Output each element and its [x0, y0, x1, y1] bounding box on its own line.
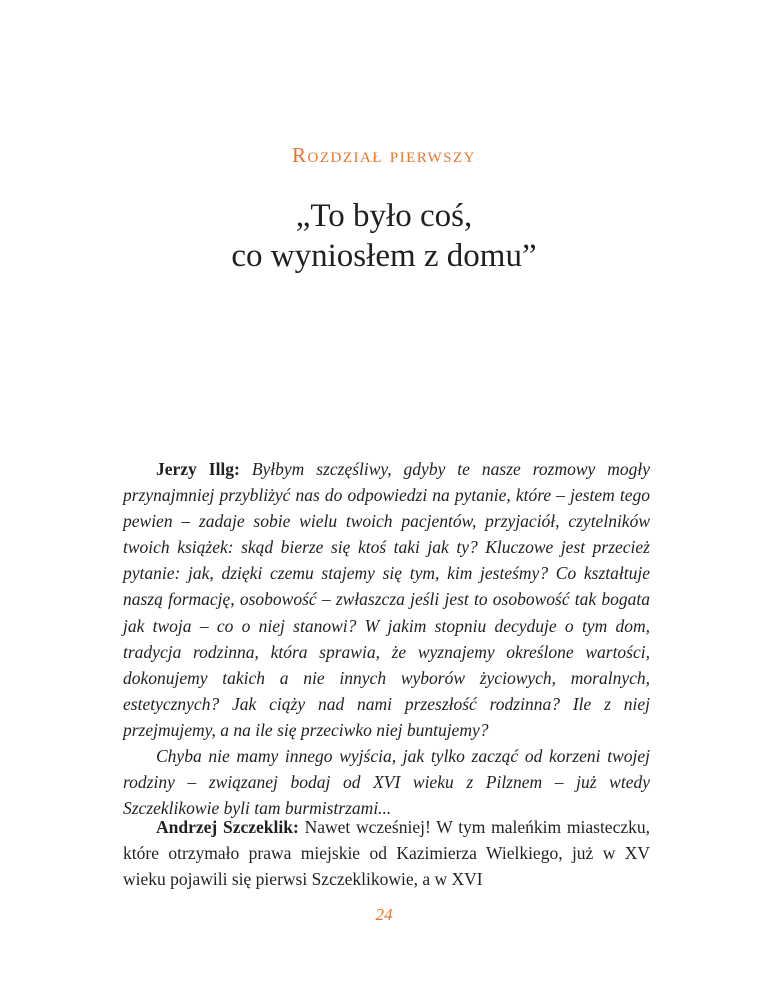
question-continuation: Chyba nie mamy innego wyjścia, jak tylko zacząć od korzeni twojej rodziny – związanej bodaj od XVI wieku z Pilznem – już wtedy Szczeklikowie byli tam burmistrzami... — [123, 746, 650, 819]
answer-paragraph — [123, 814, 650, 892]
speaker-name: Jerzy Illg: — [156, 459, 240, 479]
question-block — [123, 456, 650, 821]
page-number: 24 — [375, 905, 393, 924]
chapter-label: Rozdział pierwszy — [292, 143, 476, 167]
chapter-title — [0, 196, 768, 276]
answer-block — [123, 814, 650, 892]
question-text: Byłbym szczęśliwy, gdyby te nasze rozmowy mogły przynajmniej przybliżyć nas do odpowiedzi na pytanie, które – jestem tego pewien – zadaje sobie wielu twoich pacjentów, przyjaciół, czytelników twoich książek: skąd bierze się ktoś taki jak ty? Kluczowe jest przecież pytanie: jak, dzięki czemu stajemy się tym, kim jesteśmy? Co kształtuje naszą formację, osobowość – zwłaszcza jeśli jest to osobowość tak bogata jak twoja – co o niej stanowi? W jakim stopniu decyduje o tym dom, tradycja rodzinna, która sprawia, że wyznajemy określone wartości, dokonujemy takich a nie innych wyborów życiowych, moralnych, estetycznych? Jak ciąży nad nami przeszłość rodzinna? Ile z niej przejmujemy, a na ile się przeciwko niej buntujemy? — [123, 459, 650, 740]
chapter-title-line-1: „To było coś, — [295, 198, 473, 234]
speaker-name: Andrzej Szczeklik: — [156, 817, 299, 837]
chapter-title-line-2: co wyniosłem z domu” — [231, 238, 537, 274]
question-paragraph — [123, 456, 650, 743]
answer-text: Nawet wcześniej! W tym maleńkim miasteczku, które otrzymało prawa miejskie od Kazimierza Wielkiego, już w XV wieku pojawili się pierwsi Szczeklikowie, a w XVI — [123, 817, 650, 890]
